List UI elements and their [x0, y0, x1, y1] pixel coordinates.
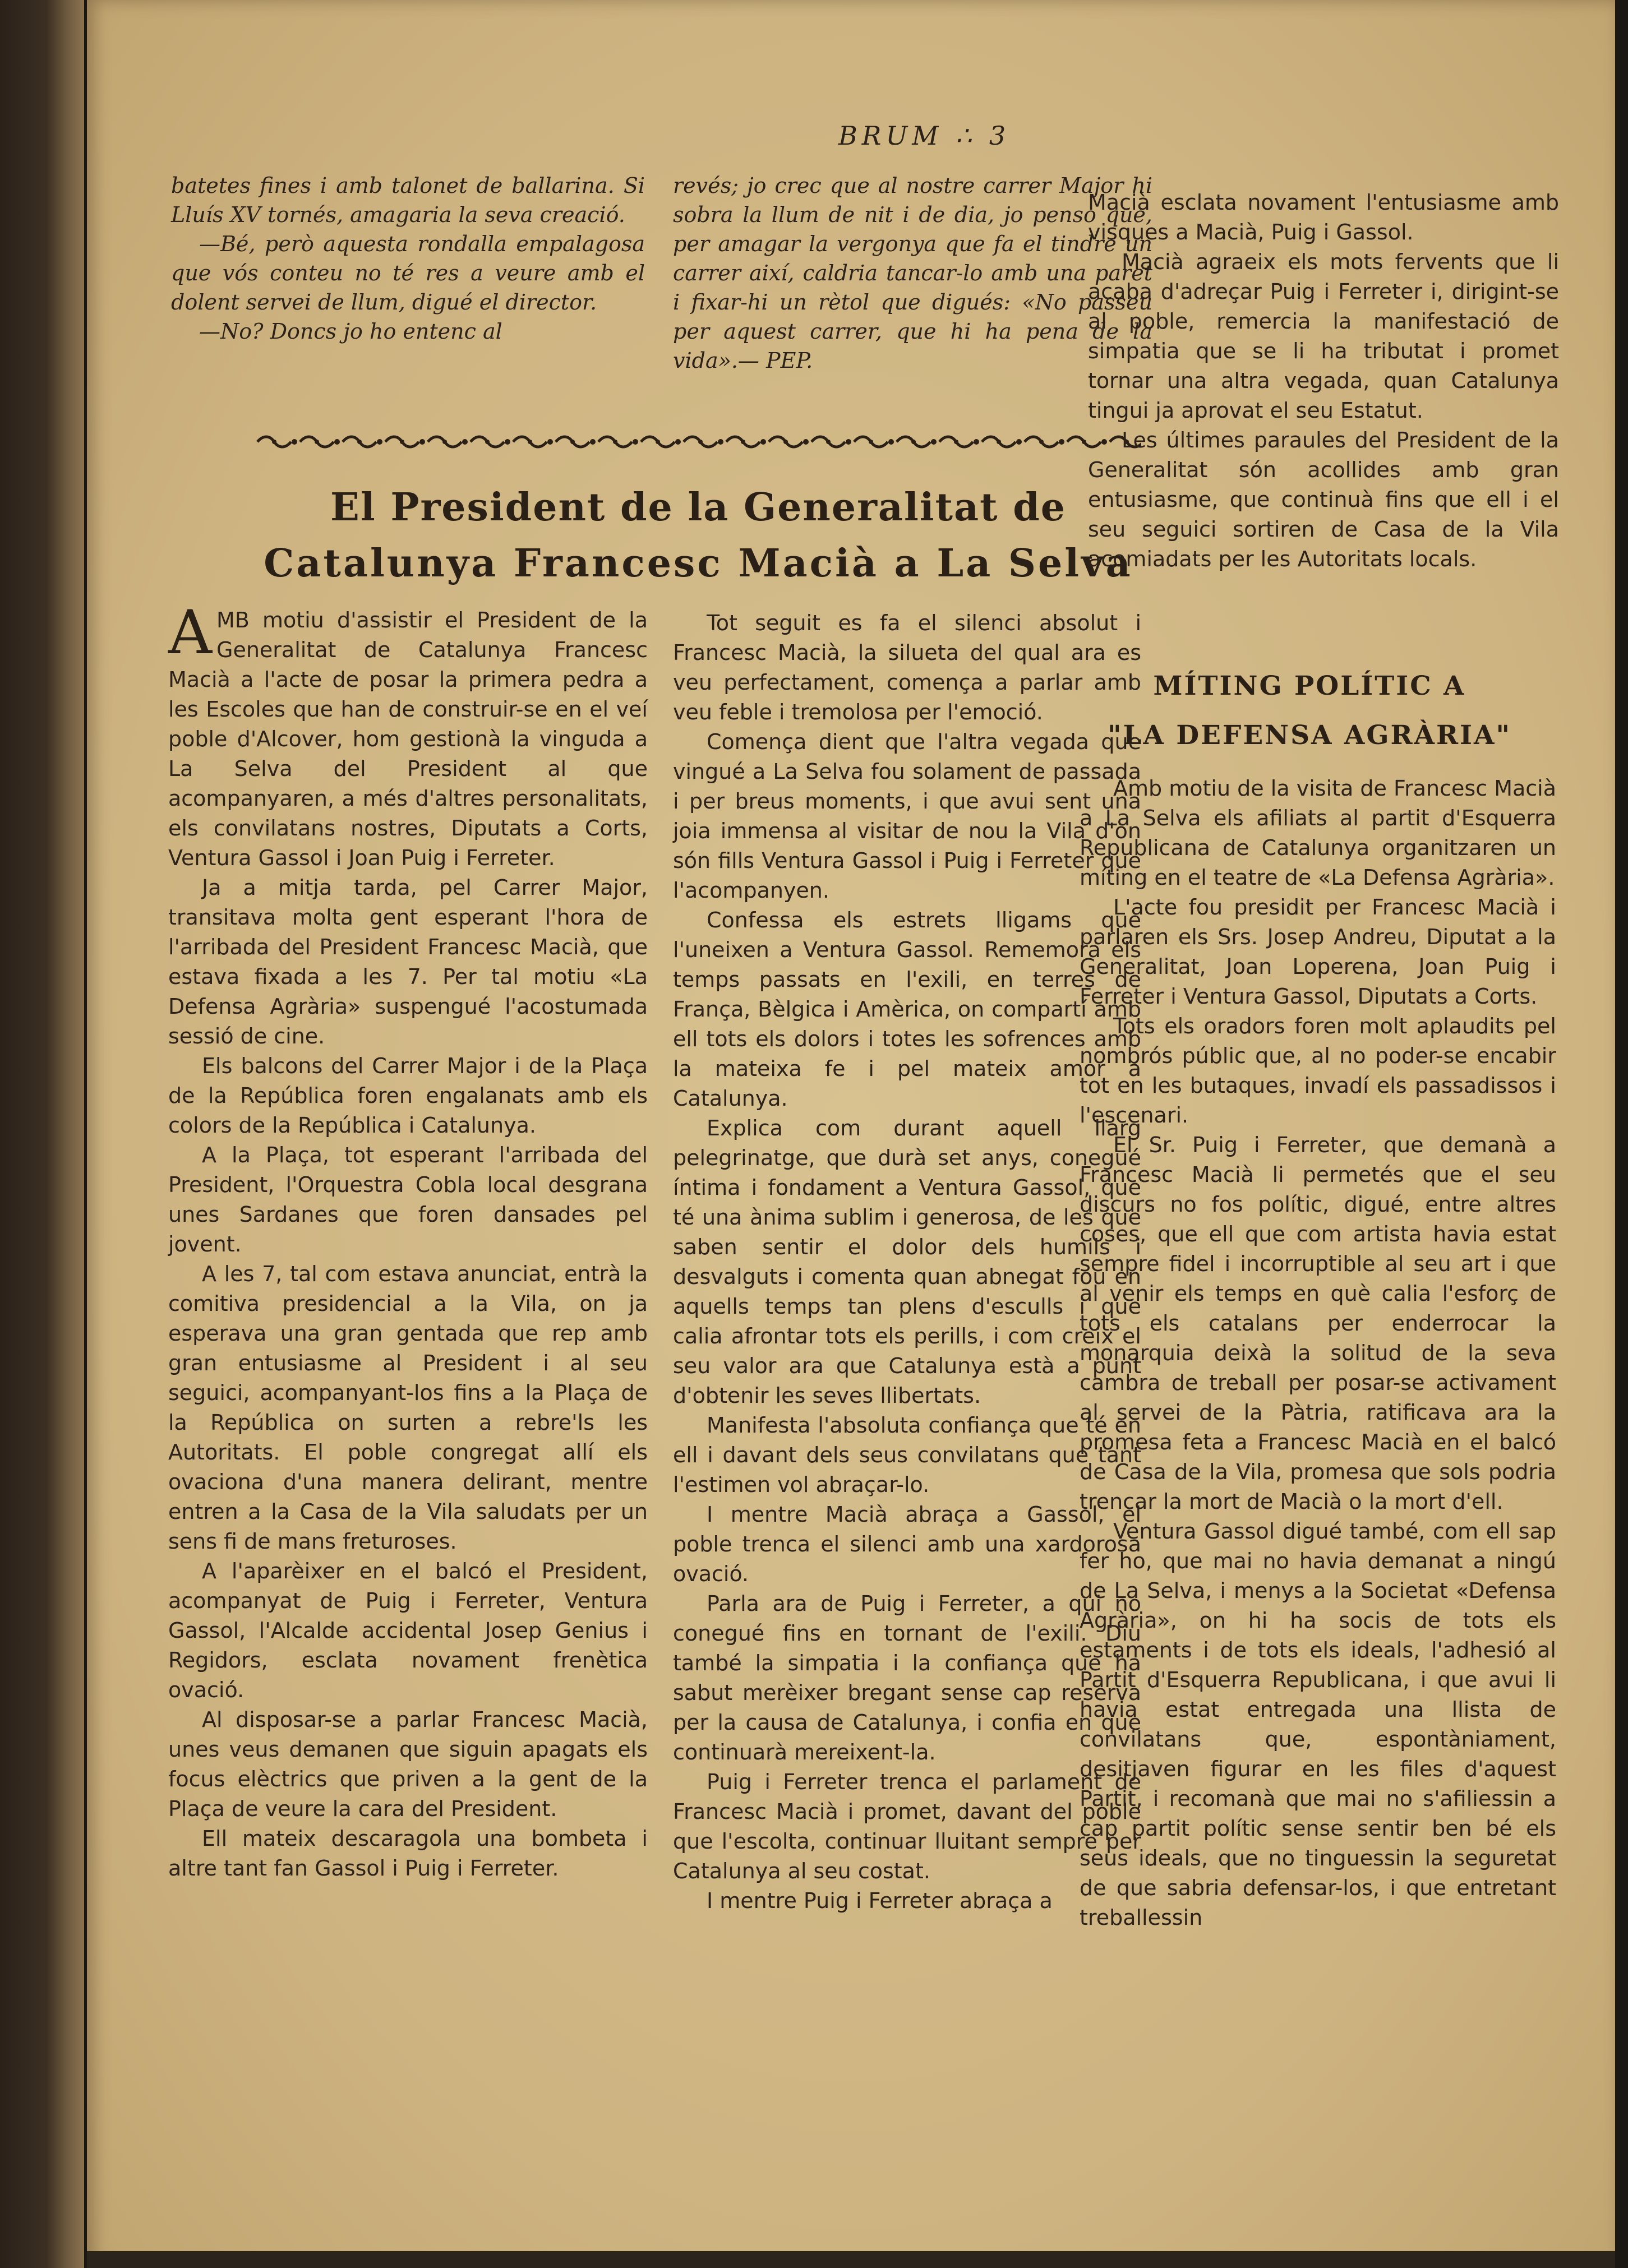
- paragraph: Parla ara de Puig i Ferreter, a qui no conegué fins en tornant de l'exili. Diu també la simpatia i la confiança que ha sabut merèixer bregant sense cap reserva per la causa de Catalunya, i confia en que continuarà mereixent-la.: [673, 1591, 1141, 1764]
- paragraph: [168, 598, 648, 873]
- paragraph: Macià esclata novament l'entusiasme amb visques a Macià, Puig i Gassol.: [1088, 190, 1559, 244]
- newspaper-page: [87, 0, 1615, 2268]
- paragraph-text: MB motiu d'assistir el President de la Generalitat de Catalunya Francesc Macià a l'acte de posar la primera pedra a les Escoles que han de construir-se en el veí poble d'Alcover, hom gestionà la vinguda a La Selva del President al que acompanyaren, a més d'altres personalitats, els convilatans nostres, Diputats a Corts, Ventura Gassol i Joan Puig i Ferreter.: [168, 608, 648, 870]
- article-column-1: [168, 598, 648, 1883]
- paragraph: Al disposar-se a parlar Francesc Macià, unes veus demanen que siguin apagats els focus elèctrics que priven a la gent de la Plaça de veure la cara del President.: [168, 1707, 648, 1821]
- page-header: BRUM ∴ 3: [838, 121, 1011, 151]
- paragraph: Tot seguit es fa el silenci absolut i Francesc Macià, la silueta del qual ara es veu perfectament, comença a parlar amb veu feble i tremolosa per l'emoció.: [673, 611, 1141, 724]
- headline-line-2: Catalunya Francesc Macià a La Selva: [264, 541, 1133, 586]
- paragraph: batetes fines i amb talonet de ballarina. Si Lluís XV tornés, amagaria la seva creació.: [171, 173, 645, 227]
- paragraph: A les 7, tal com estava anunciat, entrà la comitiva presidencial a la Vila, on ja esperava una gran gentada que rep amb gran entusiasme al President i al seu seguici, acompanyant-los fins a la Plaça de la República on surten a rebre'ls les Autoritats. El poble congregat allí els ovaciona d'una manera delirant, mentre entren a la Casa de la Vila saludats per un sens fi de mans freturoses.: [168, 1262, 648, 1554]
- paragraph: Ja a mitja tarda, pel Carrer Major, transitava molta gent esperant l'hora de l'arribada del President Francesc Macià, que estava fixada a les 7. Per tal motiu «La Defensa Agrària» suspengué l'acostumada sessió de cine.: [168, 875, 648, 1048]
- paragraph: Puig i Ferreter trenca el parlament de Francesc Macià i promet, davant del poble que l'escolta, continuar lluitant sempre per Catalunya al seu costat.: [673, 1770, 1141, 1883]
- paragraph: —Bé, però aquesta rondalla empalagosa que vós conteu no té res a veure amb el dolent servei de llum, digué el director.: [171, 232, 645, 315]
- paragraph: A l'aparèixer en el balcó el President, acompanyat de Puig i Ferreter, Ventura Gassol, l'Alcalde accidental Josep Genius i Regidors, esclata novament frenètica ovació.: [168, 1559, 648, 1702]
- section-subheading: [1063, 662, 1556, 760]
- article-column-2: [673, 608, 1141, 1916]
- paragraph: L'acte fou presidit per Francesc Macià i parlaren els Srs. Josep Andreu, Diputat a la Generalitat, Joan Loperena, Joan Puig i Ferreter i Ventura Gassol, Diputats a Corts.: [1080, 895, 1556, 1009]
- paragraph: Els balcons del Carrer Major i de la Plaça de la República foren engalanats amb els colors de la República i Catalunya.: [168, 1054, 648, 1138]
- paragraph: Explica com durant aquell llarg pelegrinatge, que durà set anys, conegué íntima i fondament a Ventura Gassol, que té una ànima sublim i generosa, de les que saben sentir el dolor dels humils i desvalguts i comenta quan abnegat fou en aquells temps tan plens d'esculls i que calia afrontar tots els perills, i com creix el seu valor ara que Catalunya està a punt d'obtenir les seves llibertats.: [673, 1116, 1141, 1408]
- paragraph: Comença dient que l'altra vegada que vingué a La Selva fou solament de passada i per breus moments, i que avui sent una joia immensa al visitar de nou la Vila d'on són fills Ventura Gassol i Puig i Ferreter que l'acompanyen.: [673, 729, 1141, 903]
- paragraph: I mentre Puig i Ferreter abraça a: [707, 1888, 1053, 1913]
- article-headline: [250, 479, 1147, 592]
- book-binding: [0, 0, 84, 2268]
- top-column-2: [673, 171, 1152, 375]
- top-column-1: [171, 171, 645, 346]
- paragraph: Ventura Gassol digué també, com ell sap fer ho, que mai no havia demanat a ningú de La Selva, i menys a la Societat «Defensa Agrària», on hi ha socis de tots els estaments i de tots els ideals, l'adhesió al Partit d'Esquerra Republicana, i que avui li havia estat entregada una llista de convilatans que, espontàniament, desitjaven figurar en les files d'aquest Partit, i recomanà que mai no s'afiliessin a cap partit polític sense sentir ben bé els seus ideals, que no tinguessin la seguretat de que sabria defensar-los, i que entretant treballessin: [1080, 1519, 1556, 1930]
- paragraph: A la Plaça, tot esperant l'arribada del President, l'Orquestra Cobla local desgrana unes Sardanes que foren dansades pel jovent.: [168, 1143, 648, 1257]
- subheading-line-1: MÍTING POLÍTIC A: [1153, 671, 1466, 701]
- paragraph: Manifesta l'absoluta confiança que té en ell i davant dels seus convilatans que tant l'estimen vol abraçar-lo.: [673, 1413, 1141, 1497]
- ornamental-divider: [255, 433, 1141, 451]
- subheading-line-2: "LA DEFENSA AGRÀRIA": [1108, 720, 1511, 751]
- article-column-3-bottom: [1080, 774, 1556, 1933]
- paragraph: Confessa els estrets lligams que l'uneixen a Ventura Gassol. Rememora els temps passats en l'exili, en terres de França, Bèlgica i Amèrica, on compartí amb ell tots els dolors i totes les sofrences amb la mateixa fe i pel mateix amor a Catalunya.: [673, 908, 1141, 1111]
- headline-line-1: El President de la Generalitat de: [330, 485, 1066, 530]
- page-bottom-edge: [87, 2251, 1615, 2268]
- article-column-3-top: [1088, 188, 1559, 574]
- paragraph: revés; jo crec que al nostre carrer Major hi sobra la llum de nit i de dia, jo penso que, per amagar la vergonya que fa el tindre un carrer així, caldria tancar-lo amb una paret i fixar-hi un rètol que digués: «No passeu per aquest carrer, que hi ha pena de la vida».— PEP.: [673, 173, 1152, 373]
- paragraph: Macià agraeix els mots fervents que li acaba d'adreçar Puig i Ferreter i, dirigint-se al poble, remercia la manifestació de simpatia que se li ha tributat i promet tornar una altra vegada, quan Catalunya tingui ja aprovat el seu Estatut.: [1088, 250, 1559, 423]
- drop-cap: A: [168, 598, 212, 668]
- paragraph: Tots els oradors foren molt aplaudits pel nombrós públic que, al no poder-se encabir tot en les butaques, invadí els passadissos i l'escenari.: [1080, 1014, 1556, 1128]
- paragraph: Amb motiu de la visita de Francesc Macià a La Selva els afiliats al partit d'Esquerra Republicana de Catalunya organitzaren un míting en el teatre de «La Defensa Agrària».: [1080, 776, 1556, 890]
- paragraph: I mentre Macià abraça a Gassol, el poble trenca el silenci amb una xardorosa ovació.: [673, 1502, 1141, 1586]
- paragraph: —No? Doncs jo ho entenc al: [199, 319, 502, 344]
- paragraph: El Sr. Puig i Ferreter, que demanà a Francesc Macià li permetés que el seu discurs no fos polític, digué, entre altres coses, que ell que com artista havia estat sempre fidel i incorruptible al seu art i que al venir els temps en què calia l'esforç de tots els catalans per enderrocar la monarquia deixà la solitud de la seva cambra de treball per posar-se activament al servei de la Pàtria, ratificava ara la promesa feta a Francesc Macià en el balcó de Casa de la Vila, promesa que sols podria trencar la mort de Macià o la mort d'ell.: [1080, 1133, 1556, 1514]
- paragraph: Les últimes paraules del President de la Generalitat són acollides amb gran entusiasme, que continuà fins que ell i el seu seguici sortiren de Casa de la Vila acomiadats per les Autoritats locals.: [1088, 428, 1559, 571]
- paragraph: Ell mateix descaragola una bombeta i altre tant fan Gassol i Puig i Ferreter.: [168, 1826, 648, 1881]
